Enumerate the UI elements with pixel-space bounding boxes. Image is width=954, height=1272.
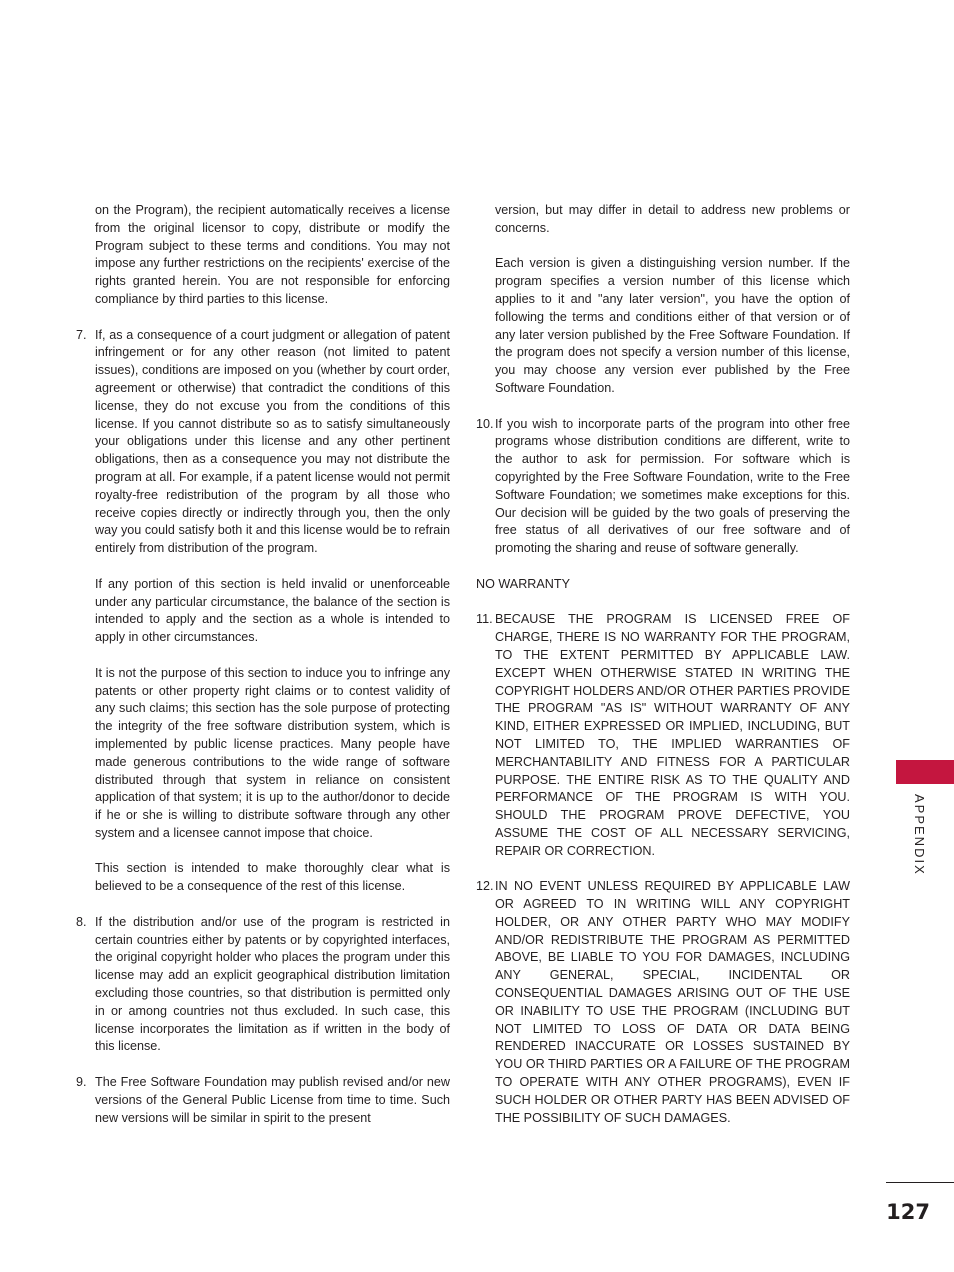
section-heading: NO WARRANTY [476, 576, 570, 591]
item-number: 7. [76, 327, 87, 342]
item-text: If the distribution and/or use of the program is restricted in certain countries either by patents or by copyrighted interfaces, the original copyright holder who places the program under this license may add an explicit geographical distribution limitation excluding those countries, so that distribution is permitted only in or among countries not thus excluded. In such case, this license incorporates the limitation as if written in the body of this license. [95, 914, 450, 1054]
item-text: The Free Software Foundation may publish revised and/or new versions of the General Public License from time to time. Such new versions will be similar in spirit to the present [95, 1075, 450, 1125]
item-number: 9. [76, 1075, 87, 1090]
list-item-7 [76, 327, 450, 897]
list-item-10 [476, 416, 850, 558]
item-text: IN NO EVENT UNLESS REQUIRED BY APPLICABLE LAW OR AGREED TO IN WRITING WILL ANY COPYRIGHT HOLDER, OR ANY OTHER PARTY WHO MAY MODIFY AND/OR REDISTRIBUTE THE PROGRAM AS PERMITTED ABOVE, BE LIABLE TO YOU FOR DAMAGES, INCLUDING ANY GENERAL, SPECIAL, INCIDENTAL OR CONSEQUENTIAL DAMAGES ARISING OUT OF THE USE OR INABILITY TO USE THE PROGRAM (INCLUDING BUT NOT LIMITED TO LOSS OF DATA OR DATA BEING RENDERED INACCURATE OR LOSSES SUSTAINED BY YOU OR THIRD PARTIES OR A FAILURE OF THE PROGRAM TO OPERATE WITH ANY OTHER PROGRAMS), EVEN IF SUCH HOLDER OR OTHER PARTY HAS BEEN ADVISED OF THE POSSIBILITY OF SUCH DAMAGES. [495, 879, 850, 1125]
page-number: 127 [886, 1200, 930, 1224]
list-item-11 [476, 611, 850, 860]
item-paragraph: If any portion of this section is held invalid or unenforceable under any particular circumstance, the balance of the section is intended to apply and the section as a whole is intended to apply in other circumstances. [95, 576, 450, 645]
item-number: 12. [476, 879, 494, 894]
page-number-rule [886, 1182, 954, 1183]
item-paragraph: Each version is given a distinguishing version number. If the program specifies a version number of this license which applies to it and "any later version", you have the option of following the terms and conditions either of that version or of any later version published by the Free Software Foundation. If the program does not specify a version number of this license, you may choose any version ever published by the Free Software Foundation. [495, 256, 850, 395]
list-item-12 [476, 878, 850, 1127]
list-item-8 [76, 914, 450, 1056]
item-number: 10. [476, 416, 494, 431]
item-text: If, as a consequence of a court judgment or allegation of patent infringement or for any other reason (not limited to patent issues), conditions are imposed on you (whether by court order, agreement or otherwise) that contradict the conditions of this license, they do not excuse you from the conditions of this license. If you cannot distribute so as to satisfy simultaneously your obligations under this license and any other pertinent obligations, then as a consequence you may not distribute the program at all. For example, if a patent license would not permit royalty-free redistribution of the program by all those who receive copies directly or indirectly through you, then the only way you could satisfy both it and this license would be to refrain entirely from distribution of the program. [95, 327, 450, 556]
item-number: 8. [76, 914, 87, 929]
section-label: APPENDIX [912, 794, 927, 876]
item-number: 11. [476, 612, 493, 627]
section-tab-marker [896, 760, 954, 784]
item-text: If you wish to incorporate parts of the program into other free programs whose distribution conditions are different, write to the author to ask for permission. For software which is copyrighted by the Free Software Foundation, write to the Free Software Foundation; we sometimes make exceptions for this. Our decision will be guided by the two goals of preserving the free status of all derivatives of our free software and of promoting the sharing and reuse of software generally. [495, 416, 850, 556]
item-paragraph: It is not the purpose of this section to induce you to infringe any patents or other property right claims or to contest validity of any such claims; this section has the sole purpose of protecting the integrity of the free software distribution system, which is implemented by public license practices. Many people have made generous contributions to the wide range of software distributed through that system in reliance on consistent application of that system; it is up to the author/donor to decide if he or she is willing to distribute software through any other system and a licensee cannot impose that choice. [95, 665, 450, 840]
list-item-9 [76, 1074, 450, 1127]
right-column [476, 202, 850, 1145]
left-column [76, 202, 450, 1145]
paragraph-continuation: on the Program), the recipient automatically receives a license from the original licensor to copy, distribute or modify the Program subject to these terms and conditions. You may not impose any further restrictions on the recipients' exercise of the rights granted herein. You are not responsible for enforcing compliance by third parties to this license. [95, 203, 450, 306]
item-text: BECAUSE THE PROGRAM IS LICENSED FREE OF CHARGE, THERE IS NO WARRANTY FOR THE PROGRAM, TO THE EXTENT PERMITTED BY APPLICABLE LAW. EXCEPT WHEN OTHERWISE STATED IN WRITING THE COPYRIGHT HOLDERS AND/OR OTHER PARTIES PROVIDE THE PROGRAM "AS IS" WITHOUT WARRANTY OF ANY KIND, EITHER EXPRESSED OR IMPLIED, INCLUDING, BUT NOT LIMITED TO, THE IMPLIED WARRANTIES OF MERCHANTABILITY AND FITNESS FOR A PARTICULAR PURPOSE. THE ENTIRE RISK AS TO THE QUALITY AND PERFORMANCE OF THE PROGRAM IS WITH YOU. SHOULD THE PROGRAM PROVE DEFECTIVE, YOU ASSUME THE COST OF ALL NECESSARY SERVICING, REPAIR OR CORRECTION. [495, 612, 850, 858]
paragraph-continuation: version, but may differ in detail to address new problems or concerns. [495, 203, 850, 235]
item-paragraph: This section is intended to make thoroughly clear what is believed to be a consequence of the rest of this license. [95, 861, 450, 894]
